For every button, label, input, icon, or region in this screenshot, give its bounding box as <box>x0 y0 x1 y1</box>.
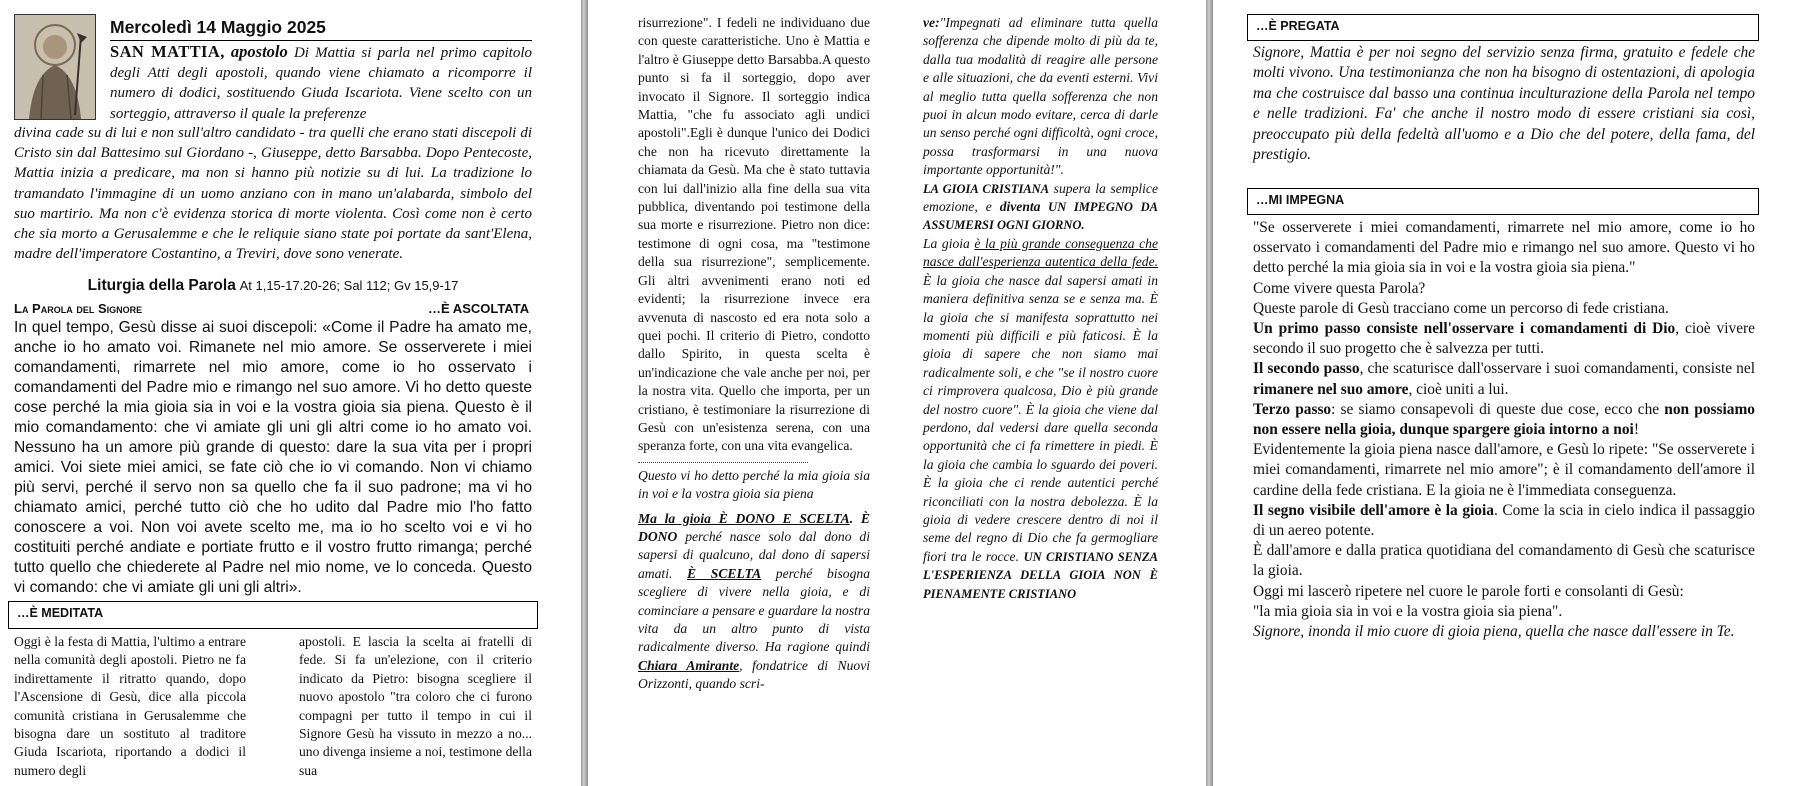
saint-intro <box>110 42 532 124</box>
meditation-column-4 <box>923 14 1158 603</box>
page-gutter <box>581 0 588 786</box>
dotted-divider <box>638 462 808 463</box>
label-ascoltata: …È ASCOLTATA <box>428 301 530 316</box>
impegna-label: …MI IMPEGNA <box>1256 193 1345 207</box>
gift-choice-paragraph <box>638 510 870 694</box>
section-box-impegna <box>1247 188 1759 215</box>
intro-line: Di Mattia si parla nel primo <box>293 45 477 61</box>
intro-line: capitolo degli Atti degli apostoli, quando viene chiamato a <box>110 45 533 82</box>
liturgy-title: Liturgia della Parola <box>87 277 236 294</box>
gospel-text: In quel tempo, Gesù disse ai suoi discepoli: «Come il Padre ha amato me, anche io ho amato voi. Rimanete nel mio amore. Se osserverete i miei comandamenti, rimarrete nel mio amore, come io ho osservato i comandamenti del Padre mio e rimango nel suo amore. Vi ho detto queste cose perché la mia gioia sia in voi e la vostra gioia sia piena. Questo è il mio comandamento: che vi amiate gli uni gli altri come io ho amato voi. Nessuno ha un amore più grande di questo: dare la sua vita per i propri amici. Voi siete miei amici, se fate ciò che io vi comando. Non vi chiamo più servi, perché il servo non sa quello che fa il suo padrone; ma vi ho chiamato amici, perché tutto ciò che ho udito dal Padre mio l'ho fatto conoscere a voi. Non voi avete scelto me, ma io ho scelto voi e vi ho costituiti perché andiate e portiate frutto e il vostro frutto rimanga; perché tutto quello che chiederete al Padre nel mio nome, ve lo conceda. Questo vi comando: che vi amiate gli uni gli altri». <box>14 319 532 596</box>
commitment-line: Un primo passo consiste nell'osservare i comandamenti di Dio, cioè vivere secondo il suo progetto che è salvezza per tutti. <box>1253 320 1755 358</box>
pregata-label: …È PREGATA <box>1256 19 1340 33</box>
gift-choice-heading: Ma la gioia È DONO E SCELTA <box>638 510 850 526</box>
commitment-line: "Se osserverete i miei comandamenti, rimarrete nel mio amore, come io ho osservato i comandamenti del Padre mio e rimango nel suo amore. Questo vi ho detto perché la mia gioia sia in voi e la vostra gioia sia piena." <box>1253 219 1755 277</box>
meditata-label: …È MEDITATA <box>17 606 104 620</box>
section-box-pregata <box>1247 14 1759 41</box>
gift-text: , fondatrice di Nuovi Orizzonti, quando scri- <box>638 657 871 692</box>
meditation-column-2: apostoli. E lascia la scelta ai fratelli di fede. Si fa un'elezione, con il criterio indicato da Pietro: bisogna scegliere il nuovo apostolo "tra coloro che ci furono compagni per tutto il tempo in cui il Signore Gesù ha vissuto in mezzo a no... uno divenga insieme a noi, testimone della sua <box>299 634 532 778</box>
saint-intro-continued: divina cade su di lui e non sull'altro candidato - tra quelli che erano stati discepoli di Cristo sin dal Battesimo sul Giordano -, Giuseppe, detto Barsabba. Dopo Pentecoste, Mattia inizia a predicare, ma non si hanno più notizie su di lui. La tradizione lo tramandato l'immagine di un uomo anziano con in mano un'alabarda, simbolo del suo martirio. Ma non c'è evidenza storica di morte violenta. Così come non è certo che sia morto a Gerusalemme e che le reliquie siano state poi portate da sant'Elena, madre dell'imperatore Costantino, a Treviri, dove sono venerate. <box>14 125 532 263</box>
commitment-line: "la mia gioia sia in voi e la vostra gioia sia piena". <box>1253 602 1563 620</box>
saint-portrait-icon <box>15 15 95 119</box>
intro-line: Viene scelto con un sorteggio, attraverso il quale la preferenze <box>110 85 532 122</box>
page-right <box>1213 0 1807 786</box>
page-middle <box>588 0 1206 786</box>
saint-icon-image <box>14 14 96 120</box>
gift-dono-label: . È DONO <box>638 510 870 544</box>
date-divider <box>110 40 532 41</box>
joy-paragraph: LA GIOIA CRISTIANA supera la semplice emozione, e diventa UN IMPEGNO DA ASSUMERSI OGNI GIORNO. <box>923 180 1158 233</box>
meditation-column-3 <box>638 14 870 694</box>
commitment-text <box>1253 218 1755 642</box>
quote-paragraph: ve:"Impegnati ad eliminare tutta quella sofferenza che dipende molto di più da te, dalla tua modalità di reagire alle persone e alle situazioni, che da eventi esterni. Vivi al meglio tutta quella sofferenza che non puoi in alcun modo evitare, cerca di darle un senso perché ogni difficoltà, ogni croce, possa trasformarsi in una nuova importante opportunità!". <box>923 15 1158 178</box>
saint-name: SAN MATTIA, <box>110 42 225 61</box>
author-name: Chiara Amirante <box>638 657 740 673</box>
commitment-line: È dall'amore e dalla pratica quotidiana del comandamento di Gesù che scaturisce la gioia. <box>1253 542 1755 580</box>
scripture-quote: Questo vi ho detto perché la mia gioia sia in voi e la vostra gioia sia piena <box>638 467 870 502</box>
saint-title: apostolo <box>230 42 288 61</box>
page-gutter <box>1206 0 1213 786</box>
prayer-text: Signore, Mattia è per noi segno del servizio senza firma, gratuito e fedele che molti vivono. Una testimonianza che non ha bisogno di ostentazioni, di apologia ma che costruisce dal basso una continua inculturazione della Parola nel tempo e nelle tradizioni. Fa' che anche il nostro modo di essere cristiani sia così, preoccupato più della fedeltà all'uomo e a Dio che del potere, della fama, del prestigio. <box>1253 44 1755 164</box>
gift-scelta-label: È SCELTA <box>687 565 762 581</box>
joy-paragraph: La gioia è la più grande conseguenza che nasce dall'esperienza autentica della fede. È la gioia che nasce dal sapersi amati in maniera definitiva senza se e senza ma. È la gioia che si manifesta soprattutto nei momenti più difficili e più faticosi. È la gioia di sapere che non siamo mai radicalmente soli, e che "se il nostro cuore ci rimprovera qualcosa, Dio è più grande del nostro cuore". È la gioia che viene dal perdono, dal vedersi dare quella seconda opportunità che ci fa rimettere in piedi. È la gioia che cambia lo sguardo dei poveri. È la gioia che ci rende autentici perché riconciliati con la nostra debolezza. È la gioia di vedere crescere dentro di noi il seme del regno di Dio che fa germogliare fiori tra le rocce. UN CRISTIANO SENZA L'ESPERIENZA DELLA GIOIA NON È PIENAMENTE CRISTIANO <box>923 235 1158 601</box>
commitment-line: Il segno visibile dell'amore è la gioia. Come la scia in cielo indica il passaggio di un aereo potente. <box>1253 501 1755 540</box>
commitment-line: Il secondo passo, che scaturisce dall'osservare i suoi comandamenti, consiste nel rimanere nel suo amore, cioè uniti a lui. <box>1253 360 1755 398</box>
gift-text: perché nasce solo dal dono di sapersi di qualcuno, dal dono di sapersi amati. <box>638 528 870 581</box>
commitment-line: Come vivere questa Parola? <box>1253 279 1426 297</box>
meditation-column-1: Oggi è la festa di Mattia, l'ultimo a entrare nella comunità degli apostoli. Pietro ne fa indirettamente il ritratto quando, dopo l'Ascensione di Gesù, dice alla piccola comunità cristiana in Gerusalemme che bisogna dare un sostituto al traditore Giuda Iscariota, riportando a dodici il numero degli <box>14 634 246 778</box>
meditation-paragraph: risurrezione". I fedeli ne individuano due con queste caratteristiche. Uno è Mattia e l'altro è Giuseppe detto Barsabba.A questo punto si fa il sorteggio, dopo aver invocato il Signore. Il sorteggio indica Mattia, "che fu associato agli undici apostoli".Egli è dunque l'unico dei Dodici che non ha ricevuto direttamente la chiamata da Gesù. Ma che è stato tuttavia con lui dall'inizio alla fine della sua vita pubblica, diventando poi testimone della sua morte e risurrezione. Pietro non dice: testimone di ogni cosa, ma "testimone della sua risurrezione", semplicemente. Gli altri avvenimenti erano noti ed evidenti; la risurrezione invece era avvenuta di nascosto ed era nota solo a quei pochi. Il criterio di Pietro, condotto dallo Spirito, in questa scelta è un'indicazione che vale anche per noi, per la nostra vita. Quello che importa, per un cristiano, è testimoniare la risurrezione di Gesù con un'esistenza serena, con una speranza forte, con una vita evangelica. <box>638 15 870 454</box>
page-date: Mercoledì 14 Maggio 2025 <box>110 17 326 37</box>
commitment-line: Terzo passo: se siamo consapevoli di queste due cose, ecco che non possiamo non essere nella gioia, dunque spargere gioia intorno a noi! <box>1253 400 1755 439</box>
liturgy-refs: At 1,15-17.20-26; Sal 112; Gv 15,9-17 <box>239 278 459 293</box>
closing-prayer: Signore, inonda il mio cuore di gioia piena, quella che nasce dall'essere in Te. <box>1253 623 1735 641</box>
commitment-line: Oggi mi lascerò ripetere nel cuore le parole forti e consolanti di Gesù: <box>1253 582 1684 600</box>
liturgy-heading <box>14 277 532 295</box>
commitment-line: Evidentemente la gioia piena nasce dall'amore, e Gesù lo ripete: "Se osserverete i miei comandamenti, rimarrete nel mio amore"; è il comandamento dell'amore il cardine della fede cristiana. E la gioia ne è l'immediata conseguenza. <box>1253 441 1755 499</box>
intro-line: ricomporre il numero di dodici, sostituendo Giuda Iscariota. <box>110 65 533 102</box>
page-left <box>0 0 581 786</box>
label-parola: La Parola del Signore <box>14 301 143 316</box>
gift-text: perché bisogna scegliere di vivere nella gioia, e di cominciare a pensare e guardare la nostra vita da un altro punto di vista radicalmente diverso. Ha ragione quindi <box>638 565 870 655</box>
section-box-meditata <box>8 601 538 629</box>
commitment-line: Queste parole di Gesù tracciano come un percorso di fede cristiana. <box>1253 299 1669 317</box>
